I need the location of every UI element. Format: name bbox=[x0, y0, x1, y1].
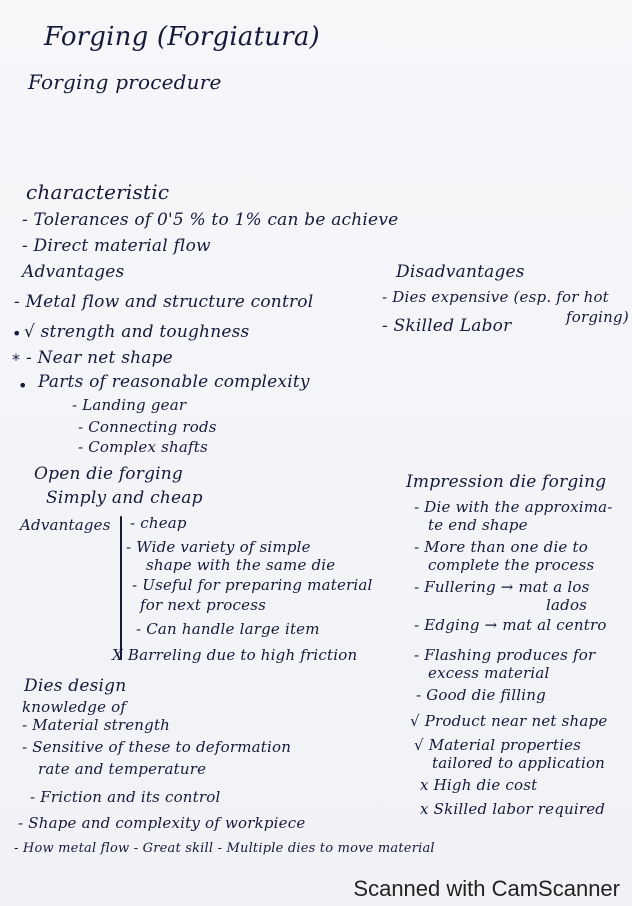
characteristic-item: - Tolerances of 0'5 % to 1% can be achieve bbox=[22, 210, 399, 230]
dies-design-subheading: knowledge of bbox=[22, 698, 127, 716]
impression-die-item: x Skilled labor required bbox=[420, 800, 606, 818]
open-die-item: shape with the same die bbox=[146, 556, 336, 574]
advantage-item: - Near net shape bbox=[26, 348, 173, 368]
advantage-example: - Landing gear bbox=[72, 396, 187, 414]
disadvantage-item: - Dies expensive (esp. for hot bbox=[382, 288, 609, 306]
open-die-item: X Barreling due to high friction bbox=[112, 646, 358, 664]
open-die-item: - Useful for preparing material bbox=[132, 576, 373, 594]
impression-die-item: - Fullering → mat a los bbox=[414, 578, 590, 596]
advantages-heading: Advantages bbox=[22, 262, 125, 282]
impression-die-item: - More than one die to bbox=[414, 538, 588, 556]
dies-design-item: - How metal flow - Great skill - Multiple dies to move material bbox=[14, 841, 435, 856]
impression-die-item: excess material bbox=[428, 664, 550, 682]
impression-die-item: lados bbox=[546, 596, 588, 614]
disadvantage-item: - Skilled Labor bbox=[382, 316, 512, 336]
impression-die-item: √ Product near net shape bbox=[410, 712, 608, 730]
dies-design-heading: Dies design bbox=[24, 676, 127, 696]
impression-die-item: tailored to application bbox=[432, 754, 606, 772]
dies-design-item: rate and temperature bbox=[38, 760, 207, 778]
open-die-advantages-label: Advantages bbox=[20, 516, 111, 534]
characteristic-item: - Direct material flow bbox=[22, 236, 211, 256]
dies-design-item: - Friction and its control bbox=[30, 788, 221, 806]
scanner-watermark: Scanned with CamScanner bbox=[353, 876, 620, 901]
bracket-line bbox=[120, 516, 122, 660]
dies-design-item: - Shape and complexity of workpiece bbox=[18, 814, 306, 832]
bullet-dot-icon: • bbox=[18, 376, 28, 395]
open-die-subheading: Simply and cheap bbox=[46, 488, 203, 508]
advantage-item: Parts of reasonable complexity bbox=[38, 372, 310, 392]
dies-design-item: - Sensitive of these to deformation bbox=[22, 738, 292, 756]
advantage-item: √ strength and toughness bbox=[24, 322, 250, 342]
impression-die-item: - Edging → mat al centro bbox=[414, 616, 607, 634]
bullet-star-icon: * bbox=[12, 350, 20, 369]
impression-die-item: - Good die filling bbox=[416, 686, 546, 704]
advantage-item: - Metal flow and structure control bbox=[14, 292, 314, 312]
page-title: Forging (Forgiatura) bbox=[44, 22, 320, 52]
bullet-dot-icon: • bbox=[12, 324, 22, 343]
impression-die-item: - Die with the approxima- bbox=[414, 498, 613, 516]
open-die-item: - Can handle large item bbox=[136, 620, 320, 638]
impression-die-item: x High die cost bbox=[420, 776, 538, 794]
impression-die-item: √ Material properties bbox=[414, 736, 582, 754]
open-die-heading: Open die forging bbox=[34, 464, 184, 484]
dies-design-item: - Material strength bbox=[22, 716, 171, 734]
impression-die-item: - Flashing produces for bbox=[414, 646, 596, 664]
open-die-item: - cheap bbox=[130, 514, 187, 532]
disadvantage-item: forging) bbox=[566, 308, 629, 326]
open-die-item: - Wide variety of simple bbox=[126, 538, 311, 556]
advantage-example: - Connecting rods bbox=[78, 418, 217, 436]
page-subtitle: Forging procedure bbox=[28, 70, 222, 94]
characteristic-heading: characteristic bbox=[26, 180, 170, 204]
impression-die-item: te end shape bbox=[428, 516, 528, 534]
open-die-item: for next process bbox=[140, 596, 266, 614]
disadvantages-heading: Disadvantages bbox=[396, 262, 525, 282]
impression-die-item: complete the process bbox=[428, 556, 595, 574]
advantage-example: - Complex shafts bbox=[78, 438, 208, 456]
impression-die-heading: Impression die forging bbox=[406, 472, 607, 492]
